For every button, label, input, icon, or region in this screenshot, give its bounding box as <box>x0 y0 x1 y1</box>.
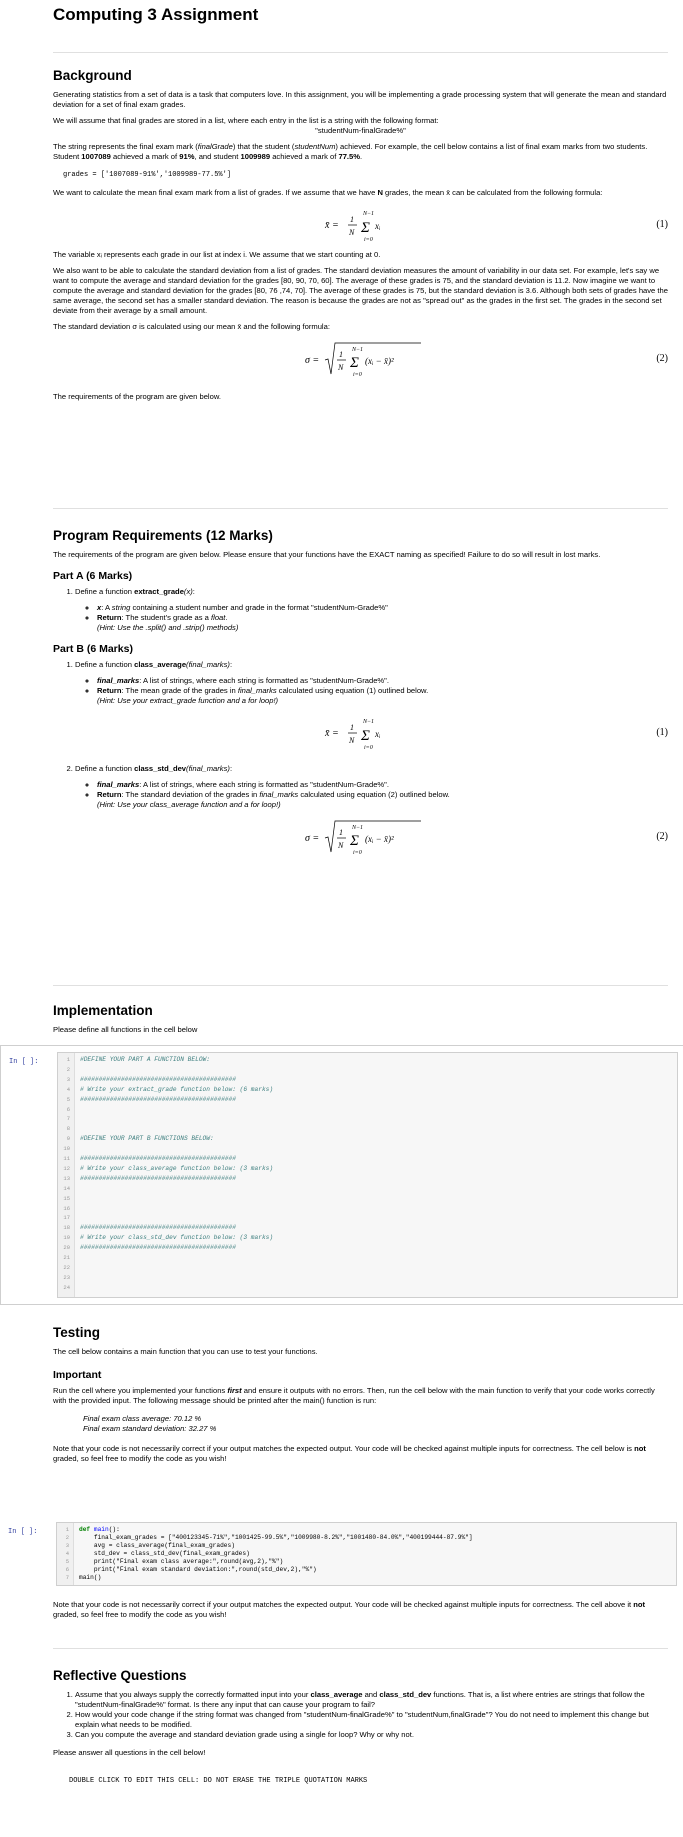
svg-text:xᵢ: xᵢ <box>375 221 381 231</box>
part-a-heading: Part A (6 Marks) <box>53 570 133 582</box>
std-formula-icon <box>303 818 423 858</box>
testing-heading: Testing <box>53 1325 100 1340</box>
svg-text:N−1: N−1 <box>363 211 375 217</box>
main-code-cell[interactable] <box>0 1516 683 1590</box>
line-number: 6 <box>65 1566 69 1573</box>
line-number: 8 <box>66 1125 70 1133</box>
mean-formula-icon <box>323 714 403 754</box>
background-p8: The requirements of the program are given below. <box>53 392 221 401</box>
background-p2: We will assume that final grades are stored in a list, where each entry in the list is a string with the following format: <box>53 116 439 125</box>
reflective-question: 3. Can you compute the average and standard deviation grade using a single for loop? Why or why not. <box>75 1730 668 1740</box>
code-line: # Write your extract_grade function below: (6 marks) <box>80 1085 274 1093</box>
grades-example-code: grades = ['1007089-91%','1009989-77.5%'] <box>63 171 232 179</box>
svg-text:N−1: N−1 <box>352 347 364 353</box>
testing-note-cell <box>53 1600 668 1620</box>
line-number: 11 <box>63 1155 70 1162</box>
mean-equation <box>53 206 668 246</box>
line-number: 18 <box>63 1224 70 1232</box>
code-line: #DEFINE YOUR PART B FUNCTIONS BELOW: <box>80 1135 214 1143</box>
mean-formula-icon <box>323 206 403 246</box>
implementation-text: Please define all functions in the cell below <box>53 1025 198 1034</box>
code-line: ########################################## <box>80 1155 236 1162</box>
svg-text:σ =: σ = <box>305 833 320 844</box>
page-title: Computing 3 Assignment <box>53 5 259 24</box>
part-b-bullet: ◦ final_marks: A list of strings, where each string is formatted as "studentNum-Grade%". <box>97 780 668 790</box>
code-line: ########################################## <box>80 1174 236 1182</box>
part-a-bullet: ◦ Return: The student's grade as a float. (Hint: Use the .split() and .strip() methods) <box>97 613 668 633</box>
code-line: print("Final exam standard deviation:",round(std_dev,2),"%") <box>79 1566 317 1573</box>
implementation-editor[interactable] <box>57 1052 678 1298</box>
part-a-list <box>53 587 668 633</box>
part-b-list <box>53 660 668 858</box>
svg-text:N: N <box>338 363 344 372</box>
requirements-intro: The requirements of the program are given below. Please ensure that your functions have the EXACT naming as specified! Failure to do so will result in lost marks. <box>53 550 601 559</box>
line-number: 6 <box>66 1105 70 1113</box>
format-string: "studentNum-finalGrade%" <box>315 126 406 135</box>
divider <box>53 508 668 509</box>
part-b-hint: (Hint: Use your class_average function and a for loop!) <box>97 800 281 809</box>
equation-number: (1) <box>656 219 668 230</box>
part-a-bullet: ◦ x: A string containing a student number and grade in the format "studentNum-Grade%" <box>97 603 668 613</box>
equation-number: (1) <box>656 727 668 738</box>
code-line: ########################################## <box>80 1244 236 1252</box>
line-number: 24 <box>63 1283 70 1291</box>
important-heading: Important <box>53 1369 102 1381</box>
line-number: 12 <box>63 1164 70 1172</box>
svg-text:(xᵢ − x̄)²: (xᵢ − x̄)² <box>365 834 394 844</box>
implementation-code-cell[interactable] <box>0 1045 683 1305</box>
line-number: 2 <box>66 1065 70 1073</box>
part-b-bullets <box>75 780 668 810</box>
background-p7: The standard deviation σ is calculated using our mean x̄ and the following formula: <box>53 322 330 331</box>
requirements-cell <box>53 528 668 858</box>
testing-cell <box>53 1325 668 1464</box>
std-equation <box>53 818 668 858</box>
line-number: 22 <box>63 1263 70 1271</box>
background-p5: The variable xᵢ represents each grade in our list at index i. We assume that we start counting at 0. <box>53 250 381 259</box>
line-number: 9 <box>66 1135 70 1143</box>
expected-output-line: Final exam standard deviation: 32.27 % <box>83 1424 217 1433</box>
part-a-hint: (Hint: Use the .split() and .strip() methods) <box>97 623 239 632</box>
background-p1: Generating statistics from a set of data is a task that computers love. In this assignment, you will be implementing a grade processing system that will generate the mean and standard deviation for a set of final exam grades. <box>53 90 667 109</box>
reflective-question: 2. How would your code change if the string format was changed from "studentNum-finalGrade%" to "studentNum,finalGrade"? You do not need to implement this change but explain what needs to be modified. <box>75 1710 668 1730</box>
expected-output-line: Final exam class average: 70.12 % <box>83 1414 202 1423</box>
svg-text:i=0: i=0 <box>353 850 362 856</box>
svg-text:x̄ =: x̄ = <box>325 728 339 739</box>
reflective-instruction: Please answer all questions in the cell below! <box>53 1748 206 1757</box>
testing-p4: Note that your code is not necessarily correct if your output matches the expected output. Your code will be checked against multiple inputs for correctness. The cell above it not graded, so feel free to modify the code as you wish! <box>53 1600 646 1619</box>
part-b-bullet: ◦ Return: The standard deviation of the grades in final_marks calculated using equation (2) outlined below. (Hint: Use your class_average function and a for loop!) <box>97 790 668 810</box>
part-b-heading: Part B (6 Marks) <box>53 643 133 655</box>
svg-text:N: N <box>349 228 355 237</box>
code-line: print("Final exam class average:",round(avg,2),"%") <box>79 1558 284 1565</box>
code-line: ########################################## <box>80 1075 236 1083</box>
line-number: 1 <box>65 1526 69 1533</box>
std-formula-icon <box>303 340 423 380</box>
svg-text:(xᵢ − x̄)²: (xᵢ − x̄)² <box>365 356 394 366</box>
line-number: 21 <box>63 1254 70 1261</box>
answer-cell[interactable]: DOUBLE CLICK TO EDIT THIS CELL: DO NOT ERASE THE TRIPLE QUOTATION MARKS <box>69 1777 368 1785</box>
reflective-cell <box>53 1668 668 1786</box>
line-number: 1 <box>66 1056 70 1063</box>
line-number: 16 <box>63 1204 70 1212</box>
code-line: ########################################## <box>80 1095 236 1103</box>
code-line: avg = class_average(final_exam_grades) <box>79 1542 235 1549</box>
testing-text: The cell below contains a main function that you can use to test your functions. <box>53 1347 318 1356</box>
line-number: 20 <box>63 1244 70 1252</box>
line-number: 10 <box>63 1145 70 1153</box>
title-cell <box>53 0 668 25</box>
background-p6: We also want to be able to calculate the standard deviation from a list of grades. The standard deviation measures the amount of variability in our data set. For example, let's say we want to compute the average and standard deviation for the grades [80, 90, 70, 60]. The average of these grades is 75, and the standard deviation is 11.2. Now imagine we want to compute the average and standard deviation for the grades [80, 76 ,74, 70]. The average of these grades is 75, but the standard deviation is 3.6. Although both sets of grades have the same average, the second set has a smaller standard deviation. The reason is because the grades are not as "spread out" as the grades in the first set. The grades in the second set deviate from their average by a small amount. <box>53 266 668 315</box>
part-b-item: 1. Define a function class_average(final_marks): ◦ final_marks: A list of strings, where each string is formatted as "studentNum-Grade%". ◦ Return: The mean grade of the grades in final_marks calculated using equation (1) outlined below. (Hint: Use your extract_grade function and a for loop!) x̄ = 1 N N−1 Σ i=0 xᵢ (1) <box>75 660 668 754</box>
svg-text:1: 1 <box>350 723 354 732</box>
code-line: ########################################## <box>80 1224 236 1232</box>
svg-text:Σ: Σ <box>350 355 359 371</box>
code-line: main() <box>79 1574 102 1581</box>
equation-number: (2) <box>656 353 668 364</box>
line-number: 15 <box>63 1194 70 1202</box>
background-p4: We want to calculate the mean final exam mark from a list of grades. If we assume that we have N grades, the mean x̄ can be calculated from the following formula: <box>53 188 603 197</box>
part-b-bullets <box>75 676 668 706</box>
line-number: 14 <box>63 1184 70 1192</box>
svg-text:x̄ =: x̄ = <box>325 220 339 231</box>
expected-output <box>83 1414 668 1434</box>
svg-text:1: 1 <box>350 215 354 224</box>
code-line: # Write your class_std_dev function below: (3 marks) <box>80 1234 274 1242</box>
requirements-heading: Program Requirements (12 Marks) <box>53 528 273 543</box>
implementation-cell <box>53 1003 668 1035</box>
code-line: def main(): <box>79 1526 120 1533</box>
part-b-item: 2. Define a function class_std_dev(final_marks): ◦ final_marks: A list of strings, where each string is formatted as "studentNum-Grade%". ◦ Return: The standard deviation of the grades in final_marks calculated using equation (2) outlined below. (Hint: Use your class_average function and a for loop!) σ = 1 N N−1 Σ i=0 (xᵢ − x̄)² (2) <box>75 764 668 858</box>
svg-text:N: N <box>338 841 344 850</box>
line-number: 17 <box>63 1214 70 1222</box>
code-line: final_exam_grades = ["400123345-71%","1001425-99.5%","1009980-8.2%","1001480-84.0%","400199444-87.9%"] <box>79 1534 473 1541</box>
line-number: 13 <box>63 1174 70 1182</box>
svg-text:Σ: Σ <box>350 833 359 849</box>
part-b-bullet: ◦ Return: The mean grade of the grades in final_marks calculated using equation (1) outlined below. (Hint: Use your extract_grade function and a for loop!) <box>97 686 668 706</box>
reflective-heading: Reflective Questions <box>53 1668 187 1683</box>
divider <box>53 52 668 53</box>
reflective-list <box>53 1690 668 1740</box>
main-editor[interactable] <box>56 1522 677 1586</box>
line-number: 7 <box>65 1574 69 1581</box>
background-p3: The string represents the final exam mark (finalGrade) that the student (studentNum) achieved. For example, the cell below contains a list of final exam marks from two students. Student 1007089 achieved a mark of 91%, and student 1009989 achieved a mark of 77.5%. <box>53 142 648 161</box>
svg-text:1: 1 <box>339 828 343 837</box>
mean-equation <box>53 714 668 754</box>
svg-text:N−1: N−1 <box>352 825 364 831</box>
line-number: 3 <box>66 1075 70 1083</box>
line-number: 4 <box>65 1550 69 1557</box>
line-number: 3 <box>65 1542 69 1549</box>
line-number: 19 <box>63 1234 70 1242</box>
svg-text:i=0: i=0 <box>353 372 362 378</box>
implementation-heading: Implementation <box>53 1003 153 1018</box>
svg-text:i=0: i=0 <box>364 745 373 751</box>
code-line: #DEFINE YOUR PART A FUNCTION BELOW: <box>80 1056 210 1063</box>
testing-p2: Run the cell where you implemented your functions first and ensure it outputs with no errors. Then, run the cell below with the main function to verify that your code works correctly with the provided input. The following message should be printed after the main() function is run: <box>53 1386 655 1405</box>
equation-number: (2) <box>656 831 668 842</box>
svg-text:xᵢ: xᵢ <box>375 729 381 739</box>
line-number: 7 <box>66 1115 70 1123</box>
line-number: 5 <box>66 1095 70 1103</box>
svg-text:Σ: Σ <box>361 728 370 744</box>
cell-prompt: In [ ]: <box>8 1528 38 1536</box>
code-line: # Write your class_average function below: (3 marks) <box>80 1164 274 1172</box>
cell-prompt: In [ ]: <box>9 1058 39 1066</box>
svg-text:N: N <box>349 736 355 745</box>
line-number: 5 <box>65 1558 69 1565</box>
testing-p3: Note that your code is not necessarily correct if your output matches the expected output. Your code will be checked against multiple inputs for correctness. The cell below is not graded, so feel free to modify the code as you wish! <box>53 1444 646 1463</box>
line-number: 2 <box>65 1534 69 1541</box>
part-a-item: 1. Define a function extract_grade(x): ◦ x: A string containing a student number and grade in the format "studentNum-Grade%" ◦ Return: The student's grade as a float. (Hint: Use the .split() and .strip() methods) <box>75 587 668 633</box>
part-b-hint: (Hint: Use your extract_grade function and a for loop!) <box>97 696 279 705</box>
svg-text:Σ: Σ <box>361 220 370 236</box>
part-a-bullets <box>75 603 668 633</box>
background-cell <box>53 68 668 402</box>
svg-text:σ =: σ = <box>305 355 320 366</box>
divider <box>53 1648 668 1649</box>
code-line: std_dev = class_std_dev(final_exam_grades) <box>79 1550 250 1557</box>
divider <box>53 985 668 986</box>
std-equation <box>53 340 668 380</box>
line-number: 4 <box>66 1085 70 1093</box>
svg-text:1: 1 <box>339 350 343 359</box>
part-b-bullet: ◦ final_marks: A list of strings, where each string is formatted as "studentNum-Grade%". <box>97 676 668 686</box>
background-heading: Background <box>53 68 132 83</box>
svg-text:i=0: i=0 <box>364 237 373 243</box>
reflective-question: 1. Assume that you always supply the correctly formatted input into your class_average and class_std_dev functions. That is, a list where entries are strings that follow the "studentNum-finalGrade%" format. Is there any input that can cause your program to fail? <box>75 1690 668 1710</box>
line-number: 23 <box>63 1273 70 1281</box>
svg-text:N−1: N−1 <box>363 719 375 725</box>
